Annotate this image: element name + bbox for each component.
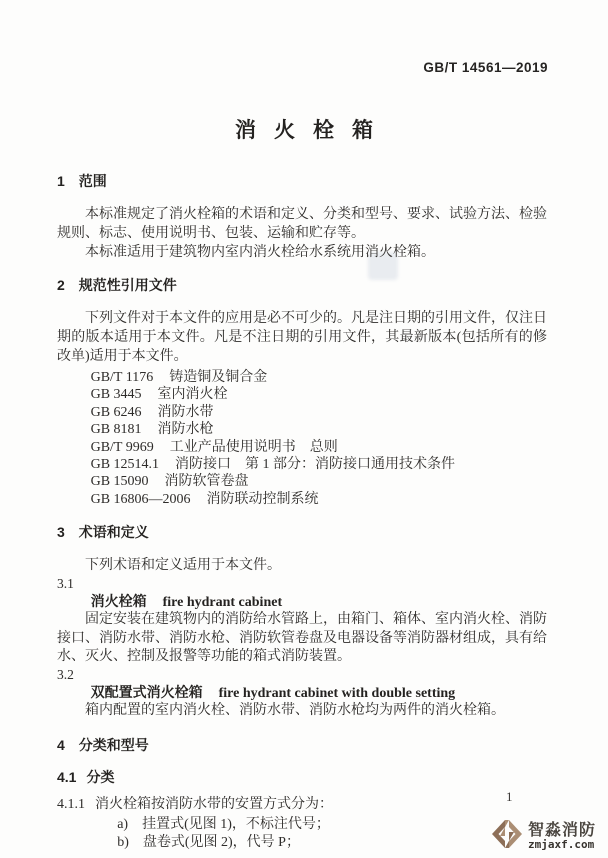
term-name-zh: 消火栓箱 bbox=[90, 592, 147, 609]
list-item-label: b) bbox=[117, 835, 129, 851]
reference-code: GB/T 1176 bbox=[90, 370, 154, 385]
section-number: 2 bbox=[57, 277, 65, 293]
classification-list bbox=[57, 816, 547, 853]
term-entry bbox=[57, 666, 547, 720]
document-body bbox=[57, 172, 547, 853]
references-intro: 下列文件对于本文件的应用是必不可少的。凡是注日期的引用文件，仅注日期的版本适用于本文件。凡是不注日期的引用文件，其最新版本(包括所有的修改单)适用于本文件。 bbox=[57, 311, 547, 364]
reference-item bbox=[57, 369, 547, 386]
normative-references-list bbox=[57, 369, 547, 508]
section-3-heading bbox=[57, 523, 547, 542]
section-number: 4 bbox=[57, 736, 65, 753]
reference-title: 消防水带 bbox=[157, 404, 214, 420]
reference-code: GB 8181 bbox=[90, 422, 142, 438]
section-title: 分类和型号 bbox=[78, 736, 149, 753]
reference-code: GB 15090 bbox=[90, 474, 149, 490]
section-number: 1 bbox=[57, 173, 65, 189]
scope-paragraph-1: 本标准规定了消火栓箱的术语和定义、分类和型号、要求、试验方法、检验规则、标志、使用说明书、包装、运输和贮存等。 bbox=[57, 207, 547, 241]
document-title: 消火栓箱 bbox=[235, 119, 391, 142]
reference-title: 消防水枪 bbox=[157, 422, 214, 438]
terms-intro: 下列术语和定义适用于本文件。 bbox=[85, 558, 281, 574]
section-2-heading bbox=[57, 276, 547, 295]
section-title: 规范性引用文件 bbox=[78, 277, 177, 293]
scope-paragraph-2: 本标准适用于建筑物内室内消火栓给水系统用消火栓箱。 bbox=[85, 245, 435, 260]
clause-text: 消火栓箱按消防水带的安置方式分为： bbox=[95, 796, 333, 812]
term-entry bbox=[57, 575, 547, 666]
term-name-zh: 双配置式消火栓箱 bbox=[90, 683, 203, 700]
reference-title: 消防联动控制系统 bbox=[206, 491, 319, 507]
reference-item bbox=[57, 421, 547, 438]
section-title: 分类 bbox=[86, 768, 115, 785]
reference-item bbox=[57, 491, 547, 508]
term-name-en: fire hydrant cabinet bbox=[162, 594, 283, 610]
reference-title: 消防软管卷盘 bbox=[164, 474, 249, 490]
reference-title: 室内消火栓 bbox=[157, 387, 228, 403]
section-number: 3 bbox=[57, 524, 65, 541]
term-definition: 箱内配置的室内消火栓、消防水带、消防水枪均为两件的消火栓箱。 bbox=[85, 703, 505, 719]
reference-item bbox=[57, 439, 547, 456]
zhimiao-logo-icon bbox=[490, 818, 524, 855]
reference-item bbox=[57, 456, 547, 473]
list-item-text: 挂置式(见图 1)，不标注代号； bbox=[142, 816, 330, 832]
list-item-text: 盘卷式(见图 2)，代号 P； bbox=[142, 835, 300, 851]
list-item bbox=[57, 834, 547, 853]
section-title: 术语和定义 bbox=[78, 524, 149, 541]
watermark-text bbox=[528, 822, 596, 851]
term-name-en: fire hydrant cabinet with double setting bbox=[218, 685, 456, 701]
term-number: 3.2 bbox=[57, 667, 74, 683]
section-title: 范围 bbox=[78, 173, 107, 189]
page-number: 1 bbox=[506, 789, 513, 804]
reference-item bbox=[57, 386, 547, 403]
watermark-domain: zmjaxf.com bbox=[527, 838, 595, 851]
reference-code: GB 3445 bbox=[90, 387, 142, 403]
clause-number: 4.1.1 bbox=[57, 796, 85, 812]
clause-4-1-1 bbox=[57, 796, 547, 814]
reference-item bbox=[57, 404, 547, 421]
brand-watermark bbox=[490, 818, 596, 855]
term-definition: 固定安装在建筑物内的消防给水管路上，由箱门、箱体、室内消火栓、消防接口、消防水带、消防水枪、消防软管卷盘及电器设备等消防器材组成，具有给水、灭火、控制及报警等功能的箱式消防装置。 bbox=[57, 612, 547, 665]
reference-code: GB 6246 bbox=[90, 404, 142, 420]
section-4-heading bbox=[57, 736, 547, 755]
list-item bbox=[57, 816, 547, 835]
section-4-1-heading bbox=[57, 768, 547, 787]
reference-title: 消防接口 第 1 部分：消防接口通用技术条件 bbox=[175, 457, 456, 473]
reference-code: GB 12514.1 bbox=[90, 457, 160, 473]
reference-title: 铸造铜及铜合金 bbox=[169, 370, 268, 385]
reference-code: GB 16806—2006 bbox=[90, 491, 191, 507]
term-name-line bbox=[57, 593, 547, 612]
reference-title: 工业产品使用说明书 总则 bbox=[169, 439, 338, 455]
list-item-label: a) bbox=[117, 816, 129, 832]
standard-code: GB/T 14561—2019 bbox=[423, 60, 548, 75]
reference-code: GB/T 9969 bbox=[90, 439, 154, 455]
reference-item bbox=[57, 473, 547, 490]
term-number: 3.1 bbox=[57, 576, 74, 592]
term-name-line bbox=[57, 684, 547, 703]
section-number: 4.1 bbox=[57, 768, 77, 785]
watermark-brand: 智淼消防 bbox=[527, 822, 596, 839]
section-1-heading bbox=[57, 172, 547, 191]
